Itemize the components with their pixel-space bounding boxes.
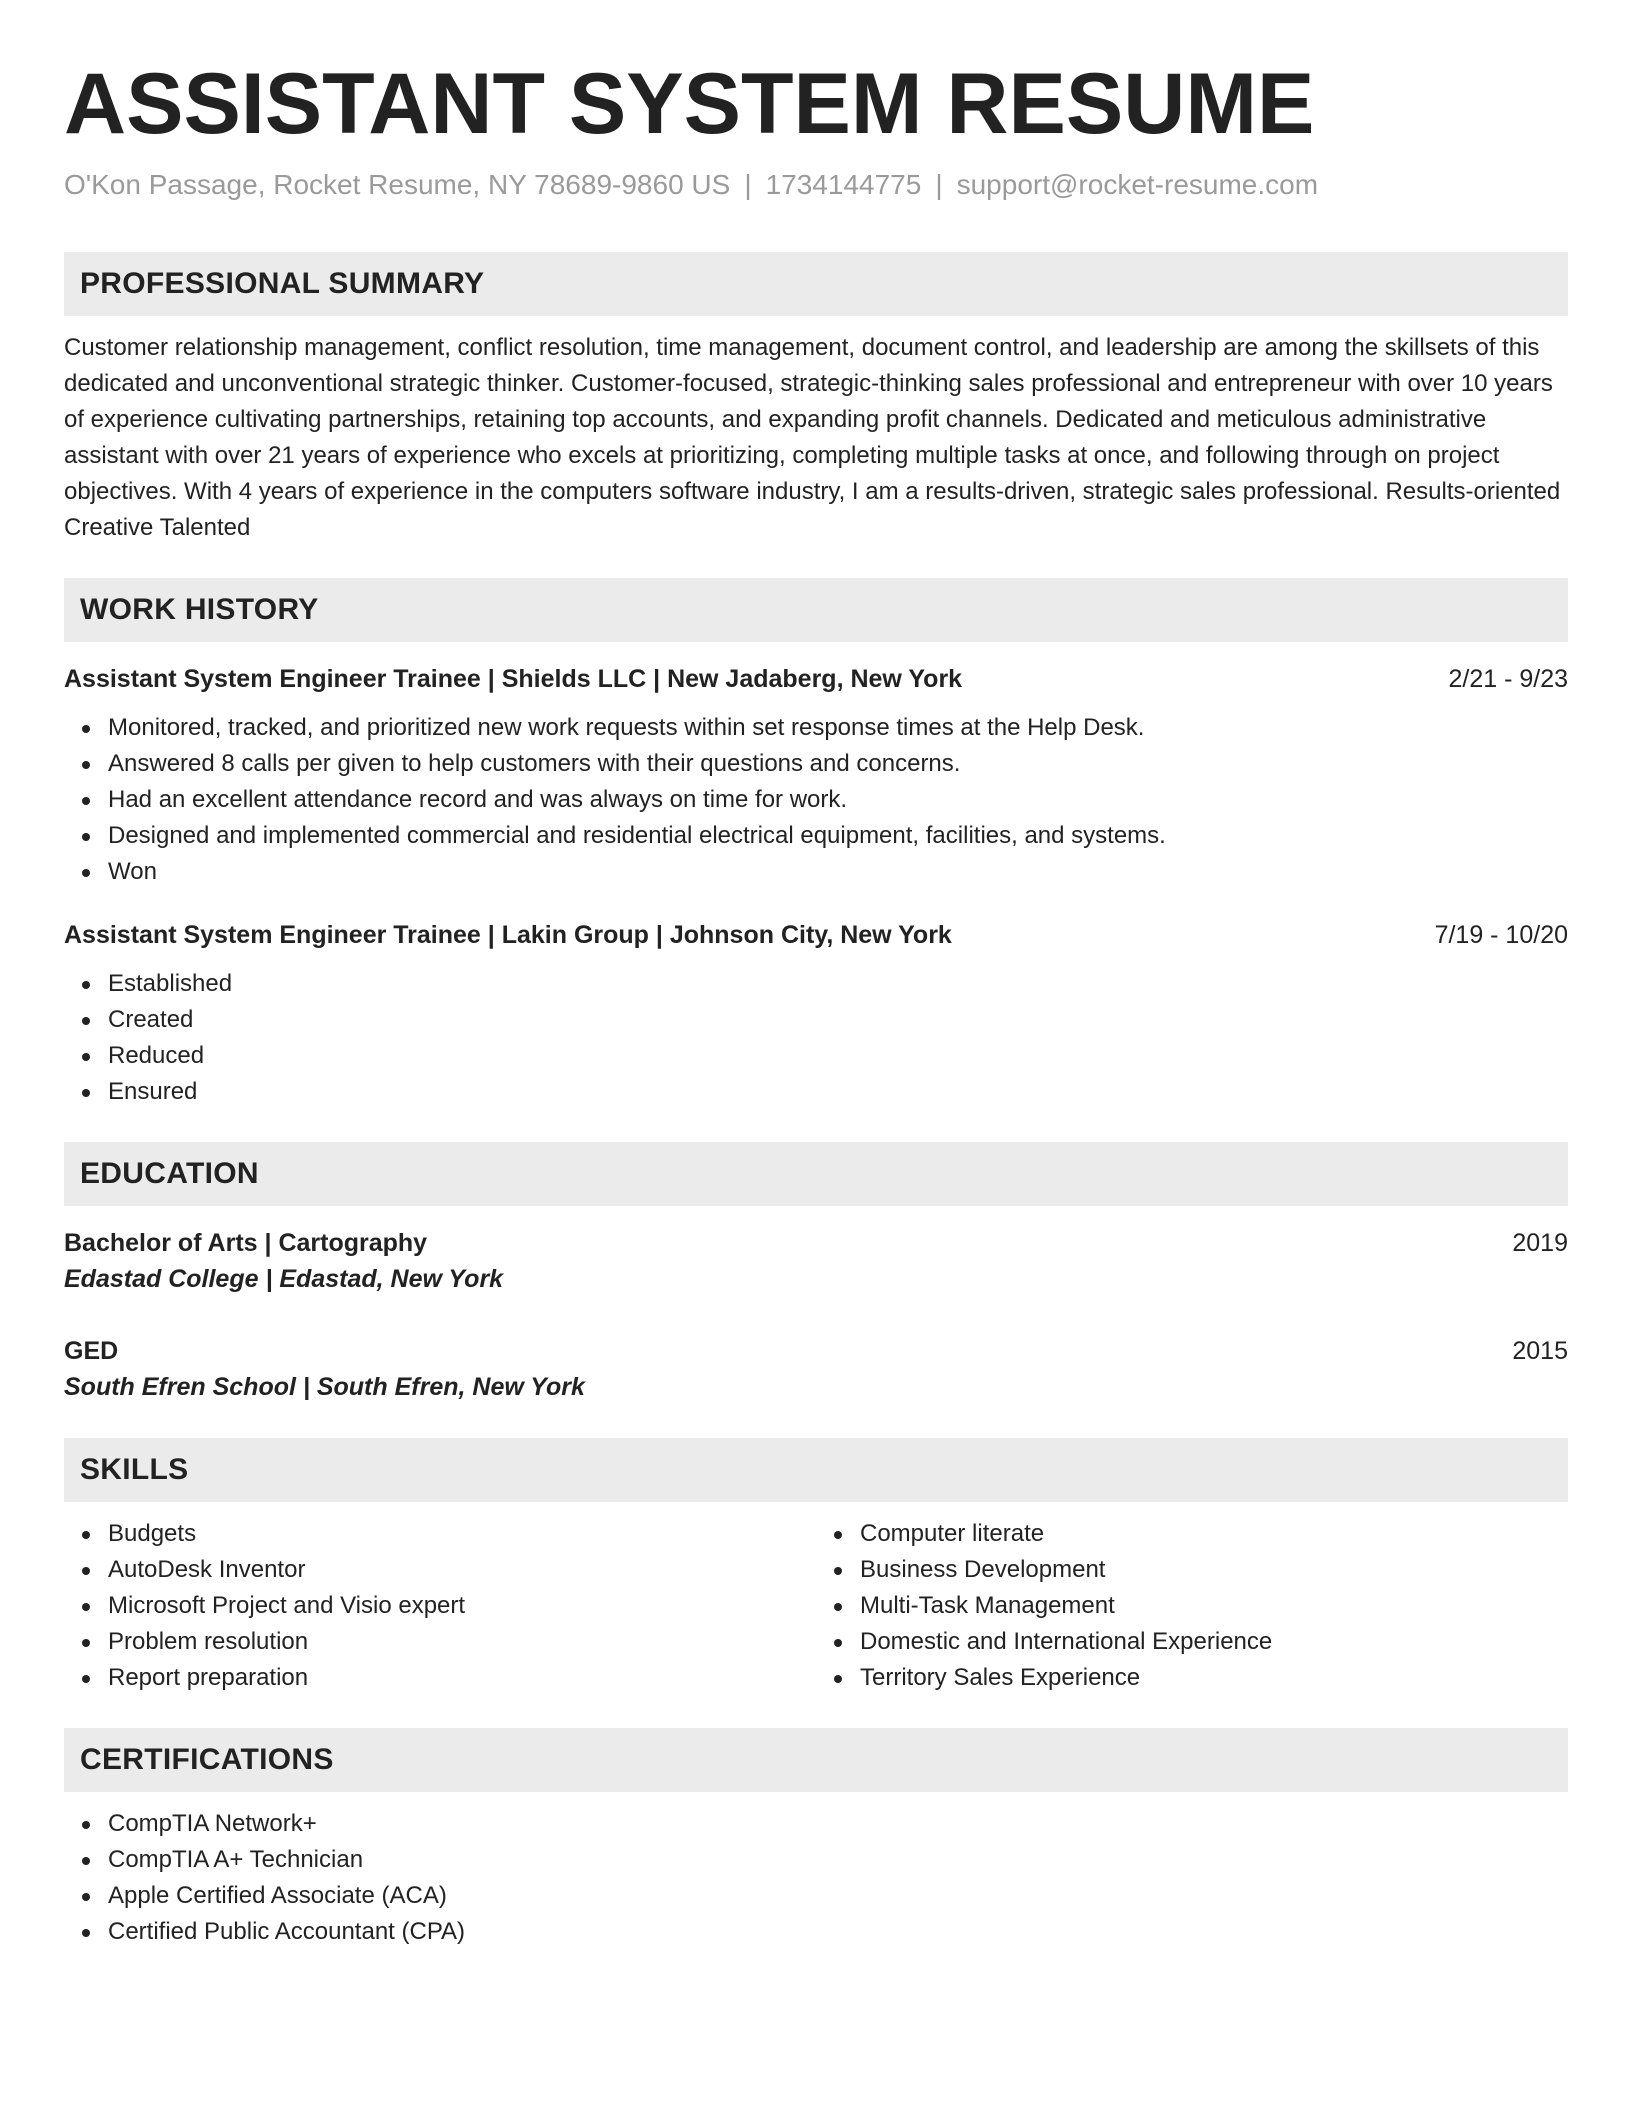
skills-column-left — [64, 1516, 816, 1696]
list-item: Certified Public Accountant (CPA) — [108, 1914, 1568, 1950]
skills-columns — [64, 1516, 1568, 1696]
section-header-skills: SKILLS — [64, 1438, 1568, 1502]
list-item: Report preparation — [108, 1660, 816, 1696]
list-item: Territory Sales Experience — [860, 1660, 1568, 1696]
list-item: Problem resolution — [108, 1624, 816, 1660]
list-item: CompTIA A+ Technician — [108, 1842, 1568, 1878]
list-item: Had an excellent attendance record and was always on time for work. — [108, 782, 1568, 818]
education-header — [64, 1334, 1568, 1368]
education-year: 2019 — [1512, 1229, 1568, 1257]
resume-title: ASSISTANT SYSTEM RESUME — [64, 56, 1315, 152]
skills-column-right — [816, 1516, 1568, 1696]
contact-phone: 1734144775 — [765, 169, 922, 200]
education-degree: Bachelor of Arts | Cartography — [64, 1229, 428, 1257]
list-item: Created — [108, 1002, 1568, 1038]
job-entry — [64, 918, 1568, 1110]
contact-email: support@rocket-resume.com — [956, 169, 1319, 200]
education-entry — [64, 1334, 1568, 1406]
skills-list — [64, 1516, 816, 1696]
list-item: CompTIA Network+ — [108, 1806, 1568, 1842]
contact-address: O'Kon Passage, Rocket Resume, NY 78689-9860 US — [64, 169, 731, 200]
list-item: Domestic and International Experience — [860, 1624, 1568, 1660]
list-item: Multi-Task Management — [860, 1588, 1568, 1624]
job-header — [64, 662, 1568, 696]
section-header-summary: PROFESSIONAL SUMMARY — [64, 252, 1568, 316]
contact-separator: | — [935, 169, 943, 200]
education-school: South Efren School | South Efren, New York — [64, 1373, 585, 1401]
skills-list — [816, 1516, 1568, 1696]
job-bullets — [64, 710, 1568, 890]
list-item: Ensured — [108, 1074, 1568, 1110]
education-entry — [64, 1226, 1568, 1298]
job-title: Assistant System Engineer Trainee | Shields LLC | New Jadaberg, New York — [64, 665, 963, 693]
certifications-list — [64, 1806, 1568, 1950]
job-title: Assistant System Engineer Trainee | Lakin Group | Johnson City, New York — [64, 921, 952, 949]
section-header-certifications: CERTIFICATIONS — [64, 1728, 1568, 1792]
section-header-education: EDUCATION — [64, 1142, 1568, 1206]
list-item: Monitored, tracked, and prioritized new work requests within set response times at the Help Desk. — [108, 710, 1568, 746]
list-item: Designed and implemented commercial and residential electrical equipment, facilities, and systems. — [108, 818, 1568, 854]
list-item: Answered 8 calls per given to help customers with their questions and concerns. — [108, 746, 1568, 782]
list-item: Won — [108, 854, 1568, 890]
job-dates: 7/19 - 10/20 — [1434, 921, 1568, 949]
education-school: Edastad College | Edastad, New York — [64, 1265, 504, 1293]
section-header-work-history: WORK HISTORY — [64, 578, 1568, 642]
contact-separator: | — [744, 169, 752, 200]
education-header — [64, 1226, 1568, 1260]
job-dates: 2/21 - 9/23 — [1448, 665, 1568, 693]
job-bullets — [64, 966, 1568, 1110]
job-header — [64, 918, 1568, 952]
list-item: Reduced — [108, 1038, 1568, 1074]
summary-text: Customer relationship management, conflict resolution, time management, document control, and leadership are among the skillsets of this dedicated and unconventional strategic thinker. Customer-focused, strategic-thinking sales professional and entrepreneur with over 10 years of experience cultivating partnerships, retaining top accounts, and expanding profit channels. Dedicated and meticulous administrative assistant with over 21 years of experience who excels at prioritizing, completing multiple tasks at once, and following through on project objectives. With 4 years of experience in the computers software industry, I am a results-driven, strategic sales professional. Results-oriented Creative Talented — [64, 334, 1561, 541]
contact-line — [64, 168, 1568, 202]
list-item: Apple Certified Associate (ACA) — [108, 1878, 1568, 1914]
list-item: Budgets — [108, 1516, 816, 1552]
education-degree: GED — [64, 1337, 119, 1365]
list-item: Microsoft Project and Visio expert — [108, 1588, 816, 1624]
list-item: Established — [108, 966, 1568, 1002]
list-item: AutoDesk Inventor — [108, 1552, 816, 1588]
job-entry — [64, 662, 1568, 890]
list-item: Business Development — [860, 1552, 1568, 1588]
education-year: 2015 — [1512, 1337, 1568, 1365]
list-item: Computer literate — [860, 1516, 1568, 1552]
